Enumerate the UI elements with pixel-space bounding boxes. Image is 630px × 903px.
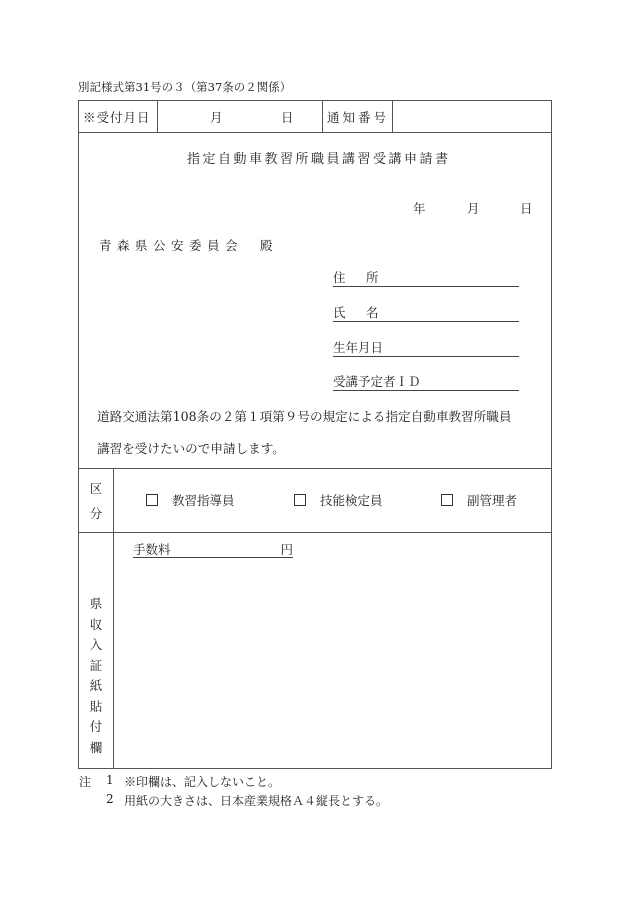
stamp-paste-area[interactable] <box>114 562 550 767</box>
category-label <box>86 476 106 526</box>
category-label-char: 区 <box>89 481 103 496</box>
honorific: 殿 <box>260 238 273 253</box>
fee-field[interactable] <box>133 540 293 558</box>
checkbox[interactable] <box>146 494 158 506</box>
stamp-label-char: 収 <box>89 616 103 632</box>
stamp-label-char: 貼 <box>89 698 103 714</box>
category-label-char: 分 <box>89 506 103 521</box>
name-label: 氏 名 <box>333 305 383 320</box>
note-1-num: 1 <box>106 773 114 787</box>
stamp-label-char: 紙 <box>89 678 103 693</box>
checkbox[interactable] <box>441 494 453 506</box>
address-label: 住 所 <box>333 270 383 285</box>
application-month[interactable]: 月 <box>467 201 480 216</box>
divider <box>322 100 323 132</box>
statement-line-2: 講習を受けたいので申請します。 <box>97 441 285 456</box>
statement-line-1: 道路交通法第108条の２第１項第９号の規定による指定自動車教習所職員 <box>97 409 512 424</box>
notice-number-label: 通知番号 <box>327 110 390 125</box>
notice-number-field[interactable] <box>396 102 548 130</box>
divider <box>78 132 552 133</box>
note-2-num: 2 <box>106 792 114 806</box>
name-field[interactable] <box>333 303 519 322</box>
receipt-date-label: ※受付月日 <box>83 110 151 125</box>
attendee-id-field[interactable] <box>333 372 519 391</box>
birthdate-label: 生年月日 <box>333 340 384 355</box>
stamp-area-label <box>86 594 106 758</box>
application-day[interactable]: 日 <box>520 201 533 216</box>
option-label: 教習指導員 <box>172 493 235 508</box>
divider <box>392 100 393 132</box>
birthdate-field[interactable] <box>333 338 519 357</box>
stamp-label-char: 入 <box>89 637 103 652</box>
attendee-id-label: 受講予定者ＩＤ <box>333 374 421 389</box>
option-examiner[interactable] <box>294 491 383 509</box>
option-deputy-manager[interactable] <box>441 491 517 509</box>
option-instructor[interactable] <box>146 491 235 509</box>
option-label: 技能検定員 <box>320 493 383 508</box>
addressee: 青森県公安委員会 <box>99 238 244 253</box>
notes-prefix: 注 <box>79 775 92 789</box>
stamp-label-char: 県 <box>89 596 103 611</box>
address-field[interactable] <box>333 268 519 287</box>
stamp-label-char: 付 <box>89 719 103 734</box>
divider <box>78 532 552 533</box>
note-2-text: 用紙の大きさは、日本産業規格Ａ４縦長とする。 <box>124 794 389 808</box>
checkbox[interactable] <box>294 494 306 506</box>
stamp-label-char: 証 <box>89 657 103 673</box>
fee-label: 手数料 <box>133 542 171 557</box>
divider <box>157 100 158 132</box>
form-title: 指定自動車教習所職員講習受講申請書 <box>187 152 451 167</box>
option-label: 副管理者 <box>467 493 518 508</box>
fee-unit: 円 <box>280 542 293 557</box>
application-year[interactable]: 年 <box>413 201 426 216</box>
divider <box>78 468 552 469</box>
form-header: 別記様式第31号の３（第37条の２関係） <box>78 80 292 94</box>
receipt-month-label: 月 <box>210 110 225 125</box>
receipt-day-label: 日 <box>281 110 296 125</box>
stamp-label-char: 欄 <box>89 739 103 755</box>
note-1-text: ※印欄は、記入しないこと。 <box>124 775 281 789</box>
